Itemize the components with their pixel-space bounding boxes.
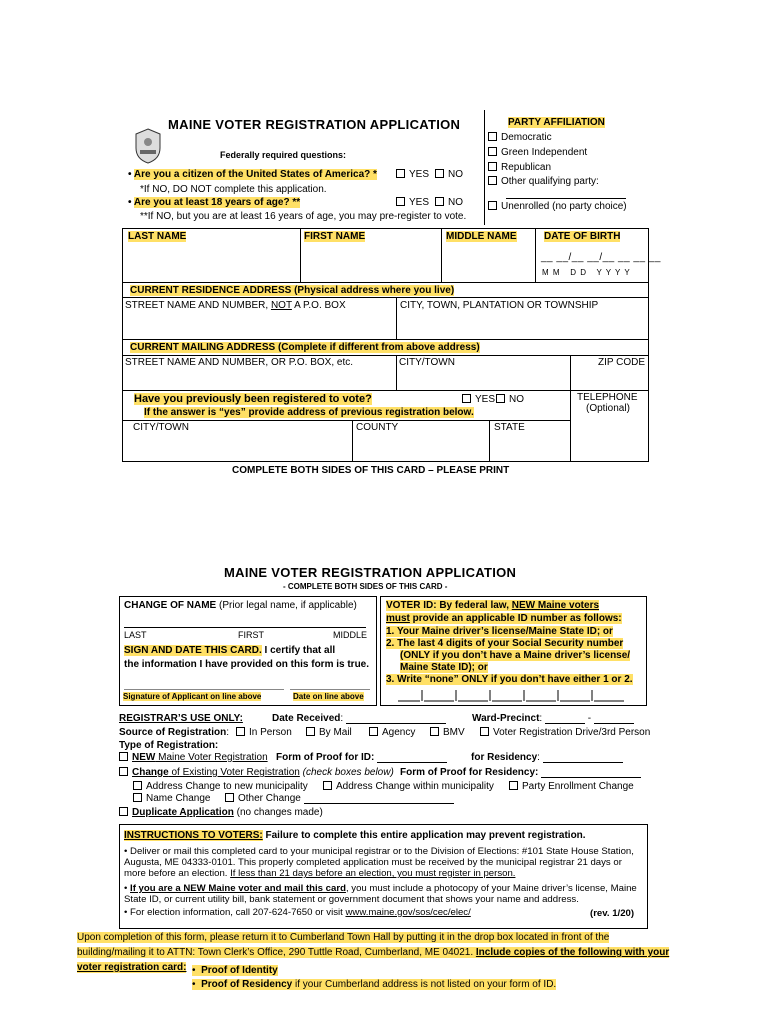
proof-id: Form of Proof for ID: <box>276 752 447 763</box>
residence-title: CURRENT RESIDENCE ADDRESS (Physical address where you live) <box>130 285 455 296</box>
citizen-note: *If NO, DO NOT complete this application. <box>140 184 327 195</box>
change-party[interactable]: Party Enrollment Change <box>509 781 634 792</box>
party-green[interactable]: Green Independent <box>488 147 587 158</box>
residence-city-label: CITY, TOWN, PLANTATION OR TOWNSHIP <box>400 300 599 311</box>
proof-residency-bullet: • Proof of Residency if your Cumberland address is not listed on your form of ID. <box>192 979 557 990</box>
source-agency[interactable]: Agency <box>369 727 415 738</box>
party-unenrolled[interactable]: Unenrolled (no party choice) <box>488 201 627 212</box>
col-last: LAST <box>124 630 147 640</box>
party-other[interactable]: Other qualifying party: <box>488 176 599 187</box>
age-note: **If NO, but you are at least 16 years of age, you may pre-register to vote. <box>140 211 467 222</box>
id-option-1: 1. Your Maine driver’s license/Maine State ID; or <box>386 626 613 637</box>
registrar-label: REGISTRAR’S USE ONLY: <box>119 713 243 724</box>
source-bmv[interactable]: BMV <box>430 727 465 738</box>
residence-street-field[interactable] <box>124 313 394 337</box>
mailing-zip-label: ZIP CODE <box>598 357 646 368</box>
age-no[interactable]: NO <box>435 197 463 208</box>
telephone-optional: (Optional) <box>586 403 630 414</box>
change-other[interactable]: Other Change <box>225 793 454 804</box>
source-of-registration: Source of Registration: <box>119 727 230 738</box>
mailing-title: CURRENT MAILING ADDRESS (Complete if different from above address) <box>130 342 480 353</box>
ward-precinct: Ward-Precinct: - <box>472 713 634 724</box>
id-option-2c: Maine State ID); or <box>400 662 488 673</box>
dob-format: M M D D Y Y Y Y <box>542 268 631 277</box>
instruction-1: • Deliver or mail this completed card to your municipal registrar or to the Division of Elections: #101 State House Station, Augusta, ME 04333-0101. This properly completed application must be received by the municipal registrar 21 days or more before an election. If less than 21 days before an election, you must register in person. <box>124 846 634 879</box>
prev-no[interactable]: NO <box>496 394 524 405</box>
town-note-line1: Upon completion of this form, please return it to Cumberland Town Hall by putting it in the drop box located in front of the <box>77 932 610 943</box>
change-registration[interactable]: Change of Existing Voter Registration (check boxes below) <box>119 767 394 778</box>
col-first: FIRST <box>238 630 264 640</box>
date-label: Date on line above <box>293 692 364 701</box>
party-republican[interactable]: Republican <box>488 162 551 173</box>
town-note-line2: building/mailing it to ATTN: Town Clerk’s Office, 290 Tuttle Road, Cumberland, ME 04021. Include copies of the following with your <box>77 947 670 958</box>
previous-address-note: If the answer is “yes” provide address of previous registration below. <box>144 407 474 418</box>
proof-residency-new: for Residency: <box>471 752 623 763</box>
residence-city-field[interactable] <box>398 313 647 337</box>
prior-name-field[interactable] <box>124 613 366 627</box>
proof-residency-change: Form of Proof for Residency: <box>400 767 641 778</box>
residence-street-label: STREET NAME AND NUMBER, NOT A P.O. BOX <box>125 300 346 311</box>
change-of-name-label: CHANGE OF NAME (Prior legal name, if applicable) <box>124 600 357 611</box>
proof-identity-bullet: • Proof of Identity <box>192 965 278 976</box>
col-middle: MIDDLE <box>333 630 368 640</box>
maine-seal-icon <box>134 128 162 164</box>
citizen-no[interactable]: NO <box>435 169 463 180</box>
instruction-2: • If you are a NEW Maine voter and mail this card, you must include a photocopy of your Maine driver’s license, Maine State ID, or current utility bill, bank statement or government document that shows your name and address. <box>124 883 637 905</box>
change-address-within[interactable]: Address Change within municipality <box>323 781 494 792</box>
first-name-field[interactable] <box>302 245 439 279</box>
mailing-street-label: STREET NAME AND NUMBER, OR P.O. BOX, etc. <box>125 357 354 368</box>
instructions-heading: INSTRUCTIONS TO VOTERS: Failure to complete this entire application may prevent registration. <box>124 830 586 841</box>
sign-statement: SIGN AND DATE THIS CARD. I certify that all <box>124 645 336 656</box>
town-note-line3: voter registration card: <box>77 962 187 973</box>
federal-questions-label: Federally required questions: <box>220 150 347 160</box>
middle-name-field[interactable] <box>443 245 533 279</box>
id-option-2: 2. The last 4 digits of your Social Security number <box>386 638 624 649</box>
id-digit-boxes <box>398 688 638 702</box>
mailing-zip-field[interactable] <box>572 370 647 388</box>
citizen-yes[interactable]: YES <box>396 169 429 180</box>
mailing-city-field[interactable] <box>398 370 568 388</box>
date-of-birth-label: DATE OF BIRTH <box>544 231 621 242</box>
source-in-person[interactable]: In Person <box>236 727 292 738</box>
last-name-field[interactable] <box>124 245 298 279</box>
prev-county-label: COUNTY <box>356 422 399 433</box>
prev-state-field[interactable] <box>491 434 568 460</box>
id-option-2b: (ONLY if you don’t have a Maine driver’s license/ <box>400 650 631 661</box>
card2-subtitle: - COMPLETE BOTH SIDES OF THIS CARD - <box>283 582 448 591</box>
prev-city-label: CITY/TOWN <box>133 422 189 433</box>
prev-yes[interactable]: YES <box>462 394 495 405</box>
id-number-field[interactable] <box>398 688 638 702</box>
card1-footer: COMPLETE BOTH SIDES OF THIS CARD – PLEASE PRINT <box>232 465 510 476</box>
instruction-3: • For election information, call 207-624-7650 or visit www.maine.gov/sos/cec/elec/ <box>124 907 471 918</box>
mailing-city-label: CITY/TOWN <box>399 357 455 368</box>
signature-field[interactable] <box>124 673 284 690</box>
sign-statement-cont: the information I have provided on this form is true. <box>124 659 370 670</box>
voter-id-must: must provide an applicable ID number as follows: <box>386 613 622 624</box>
mailing-street-field[interactable] <box>124 370 394 388</box>
new-registration[interactable]: NEW Maine Voter Registration <box>119 752 268 763</box>
card2-title: MAINE VOTER REGISTRATION APPLICATION <box>224 565 517 580</box>
change-name[interactable]: Name Change <box>133 793 210 804</box>
duplicate-application[interactable]: Duplicate Application (no changes made) <box>119 807 323 818</box>
revision: (rev. 1/20) <box>590 908 635 919</box>
type-of-registration: Type of Registration: <box>119 740 219 751</box>
age-yes[interactable]: YES <box>396 197 429 208</box>
dob-field[interactable]: __ __/__ __/__ __ __ __ <box>541 252 661 263</box>
id-option-3: 3. Write “none” ONLY if you don’t have either 1 or 2. <box>386 674 633 685</box>
voter-id-heading: VOTER ID: By federal law, NEW Maine voters <box>386 600 600 611</box>
signature-label: Signature of Applicant on line above <box>123 692 262 701</box>
signature-date-field[interactable] <box>290 673 370 690</box>
telephone-field[interactable] <box>572 416 647 460</box>
change-address-new[interactable]: Address Change to new municipality <box>133 781 308 792</box>
telephone-label: TELEPHONE <box>577 392 638 403</box>
prev-city-field[interactable] <box>124 434 350 460</box>
middle-name-label: MIDDLE NAME <box>446 231 517 242</box>
date-received: Date Received: <box>272 713 446 724</box>
first-name-label: FIRST NAME <box>304 231 366 242</box>
party-affiliation-title: PARTY AFFILIATION <box>508 117 605 128</box>
prev-county-field[interactable] <box>354 434 487 460</box>
elections-link[interactable]: www.maine.gov/sos/cec/elec/ <box>345 907 471 918</box>
citizen-question: • Are you a citizen of the United States of America? * <box>128 169 377 180</box>
source-by-mail[interactable]: By Mail <box>306 727 352 738</box>
card1-title: MAINE VOTER REGISTRATION APPLICATION <box>168 117 461 132</box>
party-democratic[interactable]: Democratic <box>488 132 552 143</box>
prev-state-label: STATE <box>494 422 525 433</box>
previously-registered-question: Have you previously been registered to vote? <box>134 393 372 405</box>
last-name-label: LAST NAME <box>128 231 187 242</box>
age-question: • Are you at least 18 years of age? ** <box>128 197 301 208</box>
source-voter-drive[interactable]: Voter Registration Drive/3rd Person <box>480 727 650 738</box>
